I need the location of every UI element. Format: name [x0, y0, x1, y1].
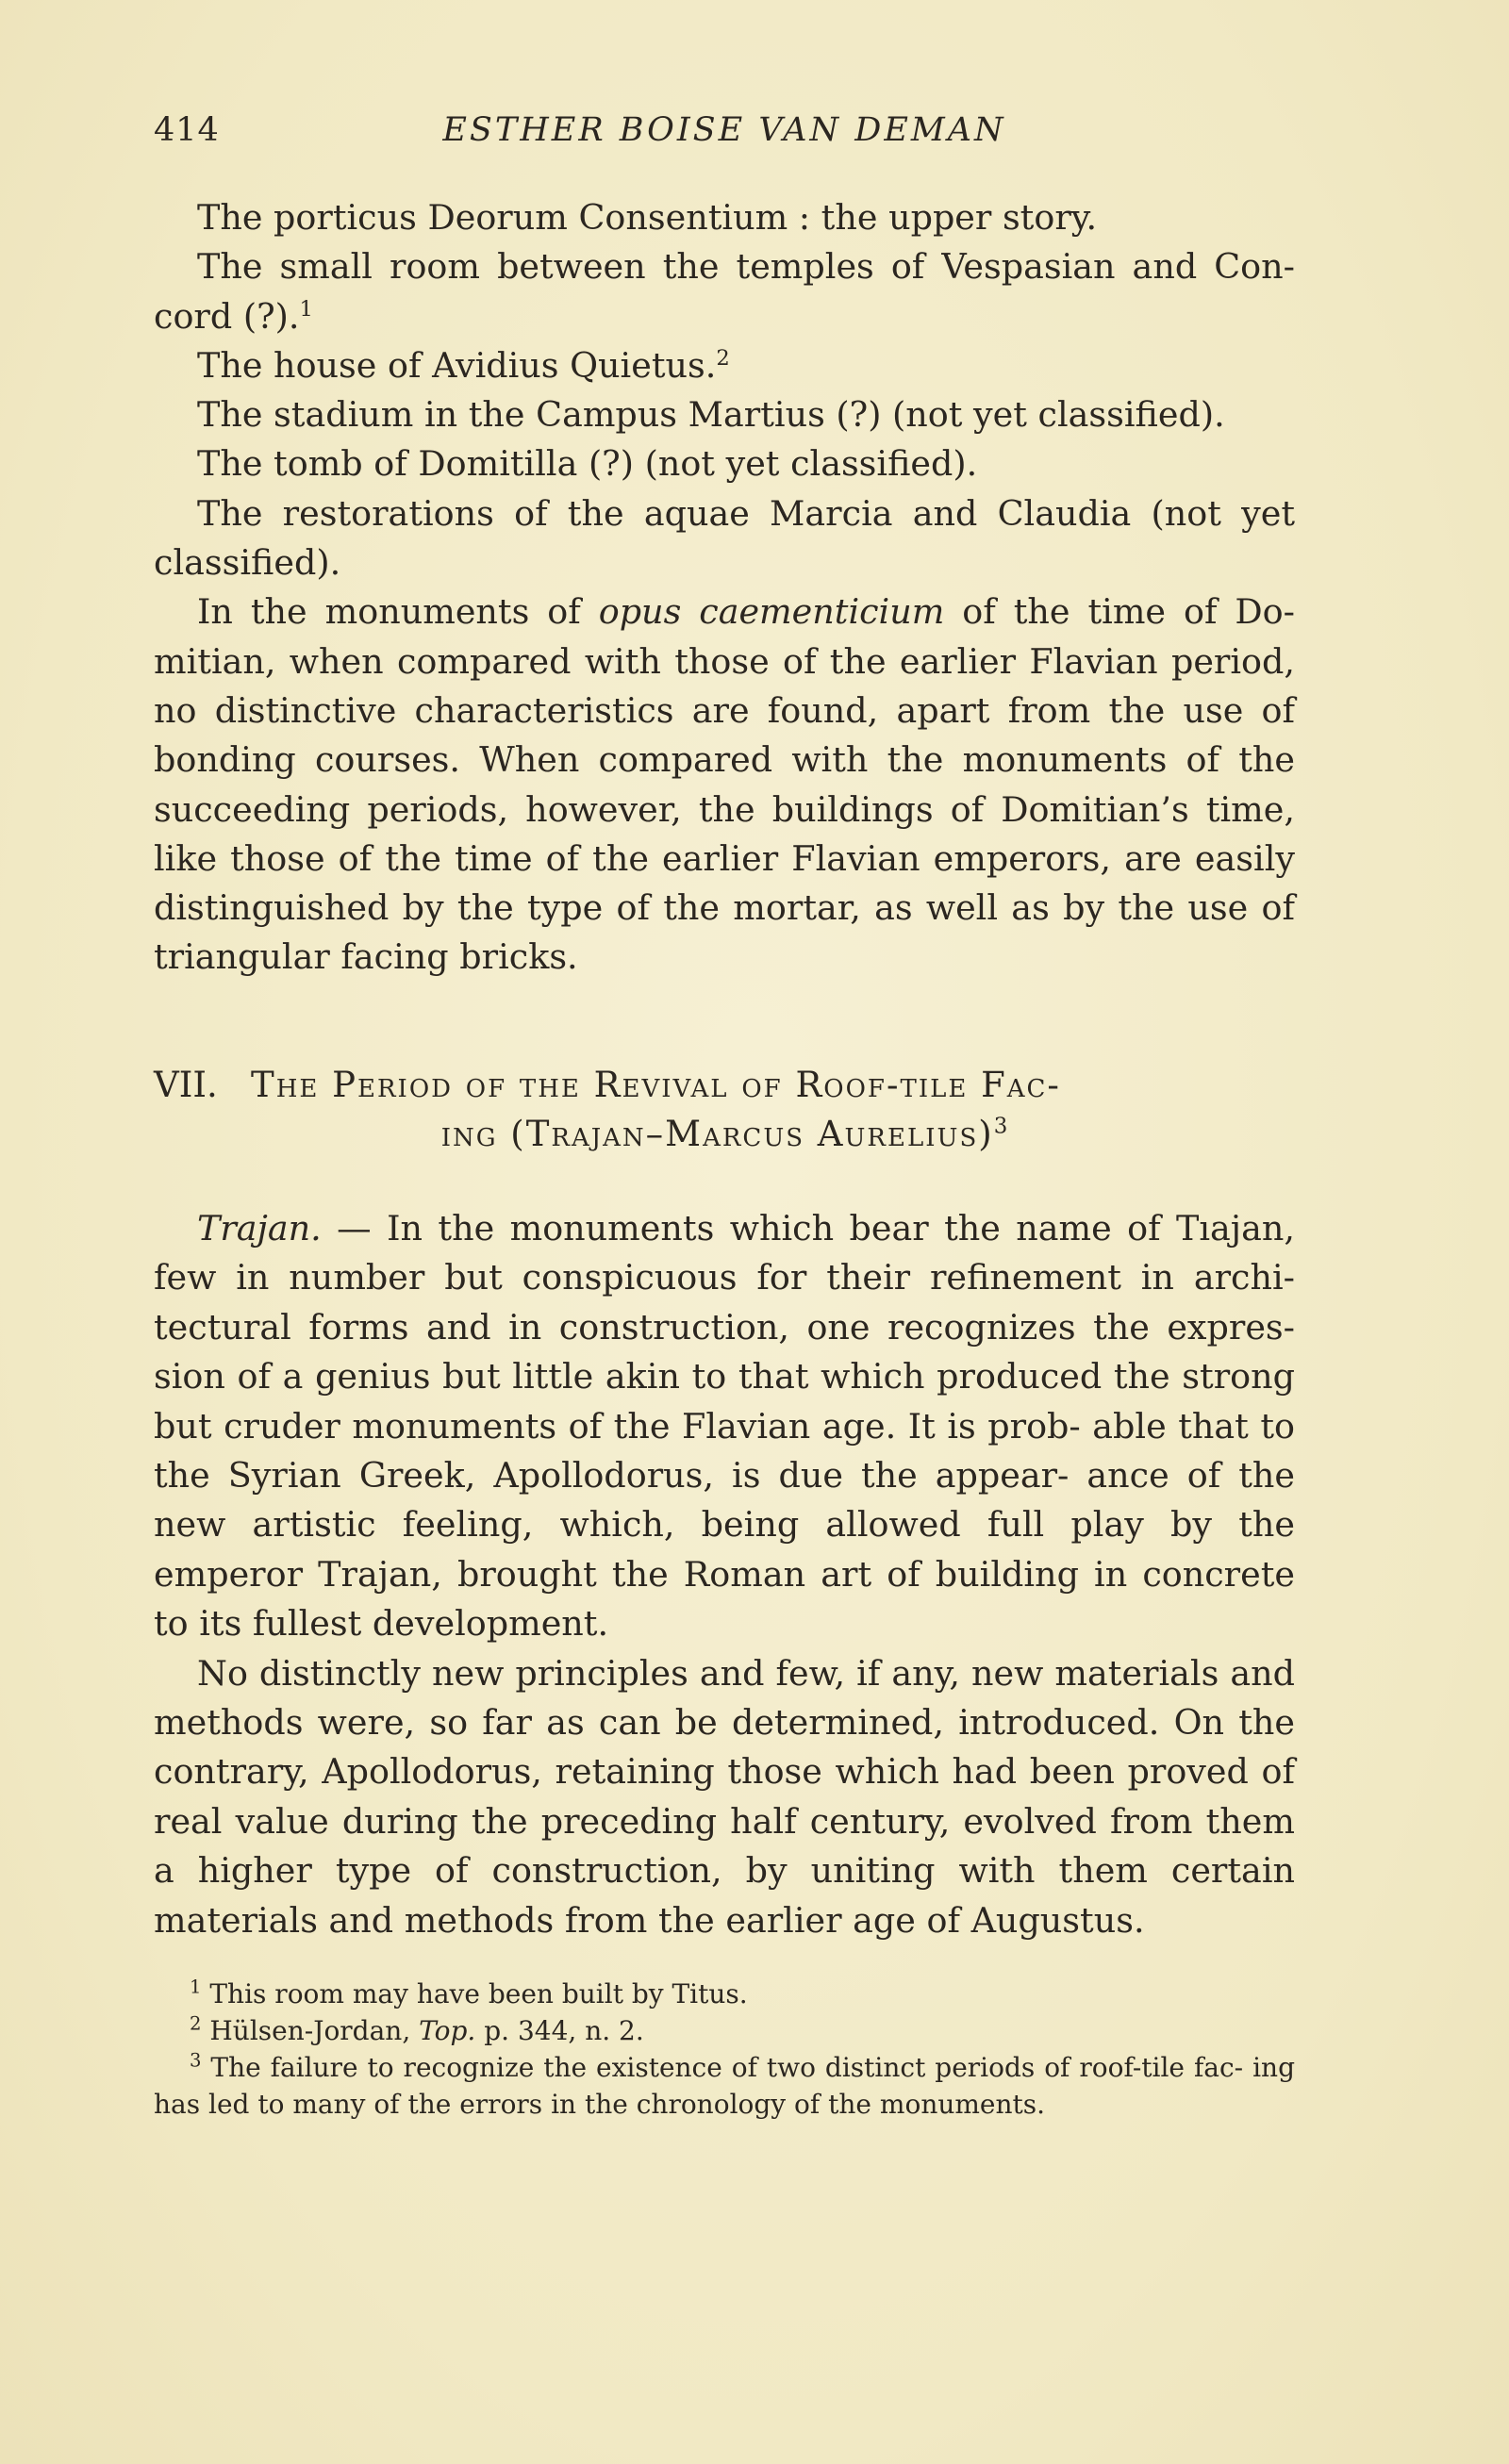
paragraph-lead: Trajan. — [197, 1208, 322, 1249]
list-item: The house of Avidius Quietus.$^2$ — [197, 344, 730, 386]
footnote: $^3$ The failure to recognize the existence of two distinct periods of roof-tile fac- ing has led to many of the errors in the chronology of the monuments. — [154, 2049, 1295, 2120]
section-title-line2: ing (Trajan–Marcus Aurelius) — [440, 1114, 994, 1154]
list-item: The small room between the temples of Vespasian and Con- cord (?).$^1$ — [154, 246, 1295, 337]
list-item: The porticus Deorum Consentium : the upper story. — [197, 197, 1098, 238]
section-title-line1: The Period of the Revival of Roof-tile Fac- — [251, 1065, 1061, 1105]
footnote-ref: 2 — [716, 345, 730, 371]
footnote-ref: 3 — [993, 1114, 1008, 1139]
list-item: The tomb of Domitilla (?) (not yet classified). — [197, 443, 978, 485]
paragraph-trajan: Trajan. — In the monuments which bear the name of Tıajan, few in number but conspicuous for their refinement in archi- tectural forms and in construction, one recognizes the expres- sion of a genius but little akin to that which produced the strong but cruder monuments of the Flavian age. It is prob- able that to the Syrian Greek, Apollodorus, is due the appear- ance of the new artistic feeling, which, being allowed full play by the emperor Trajan, brought the Roman art of building in concrete to its fullest development. — [154, 1208, 1295, 1645]
running-head: ESTHER BOISE VAN DEMAN — [442, 111, 1006, 149]
section-numeral: VII. — [154, 1065, 218, 1105]
page-header — [154, 111, 1295, 158]
footnotes — [154, 1976, 1295, 2123]
footnote-ref: 1 — [299, 296, 313, 322]
paragraph-apollodorus: No distinctly new principles and few, if any, new materials and methods were, so far as can be determined, introduced. On the contrary, Apollodorus, retaining those which had been proved of real value during the preceding half century, evolved from them a higher type of construction, by uniting with them certain materials and methods from the earlier age of Augustus. — [154, 1652, 1295, 1941]
body-text-top — [154, 193, 1295, 983]
footnote: $^2$ Hülsen-Jordan, Top. p. 344, n. 2. — [190, 2012, 644, 2046]
paragraph-opus-caementicium: In the monuments of opus caementicium of the time of Do- mitian, when compared with those of the earlier Flavian period, no distinctive characteristics are found, apart from the use of bonding courses. When compared with the monuments of the succeeding periods, however, the buildings of Domitian’s time, like those of the time of the earlier Flavian emperors, are easily distinguished by the type of the mortar, as well as by the use of triangular facing bricks. — [154, 591, 1295, 978]
list-item: The stadium in the Campus Martius (?) (not yet classified). — [197, 394, 1225, 436]
italic-term: opus caementicium — [598, 591, 945, 633]
section-heading — [154, 1061, 1295, 1159]
page-number: 414 — [154, 111, 220, 149]
list-item: The restorations of the aquae Marcia and Claudia (not yet classified). — [154, 492, 1295, 584]
body-text-bottom — [154, 1204, 1295, 1945]
footnote: $^1$ This room may have been built by Titus. — [190, 1976, 748, 2009]
